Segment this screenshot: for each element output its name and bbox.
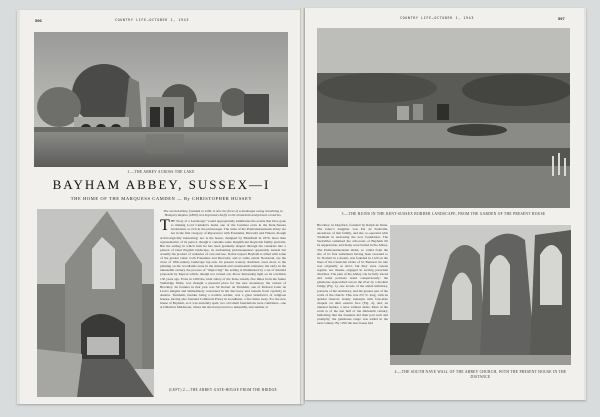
article-standfirst: The second abbey, founded in 1200, is now the focus of a landscape owing something to Humphry Repton (1800), but improved chiefly in the nineteenth and present centuries. — [163, 209, 283, 218]
left-page — [17, 10, 303, 404]
running-head-right: COUNTRY LIFE—OCTOBER 1, 1943 — [400, 16, 474, 20]
border-landscape-image — [317, 28, 570, 208]
right-page — [305, 8, 586, 400]
gatehouse-image — [37, 209, 154, 397]
magazine-spread — [17, 8, 584, 404]
figure-3-photo — [317, 28, 570, 208]
abbey-across-lake-image — [34, 32, 288, 167]
page-number-left: 596 — [35, 18, 42, 23]
figure-2-caption: (LEFT) 2.—THE ABBEY GATE-HOUSE FROM THE BRIDGE — [168, 388, 278, 392]
figure-4-photo — [390, 225, 571, 365]
running-head-left: COUNTRY LIFE—OCTOBER 1, 1943 — [115, 18, 189, 22]
figure-4-caption: 4.—THE SOUTH NAVE WALL OF THE ABBEY CHURCH, WITH THE PRESENT HOUSE IN THE DISTANCE — [394, 370, 567, 379]
figure-1-photo — [34, 32, 288, 167]
figure-1-caption: 1.—THE ABBEY ACROSS THE LAKE — [127, 170, 195, 174]
figure-3-caption: 3.—THE RUINS IN THE KENT-SUSSEX BORDER LANDSCAPE, FROM THE GARDEN OF THE PRESENT HOUSE — [341, 212, 546, 216]
article-title: BAYHAM ABBEY, SUSSEX—I — [52, 177, 271, 192]
article-body-left: HE Story of a Landscape” would appropriately summarise the events that have gone to making Lord Camden’s home one of the loveliest even in the Kent-Sussex borderland, so rich in the picturesque. The ruins of the Premonstratensian abbey are not in the first category of importance with Fountains, Rievaulx and Tintern, though archæologically interesting; nor is the house, designed by Blomfield in 1870, more than representative of its period, though it contains some magnificent Reynolds family portraits. But the setting in which both lie has been gradually shaped through the centuries into a pattern of ideal English landscape, its enchanting picturesqueness apparently natural but actually the product of centuries of care and use. In that respect Bayham is allied with some of the greater ruins: both Fountains and Rievaulx, and to some extent Newstead, are the close of 18th-century landscape lay-outs. Its present scenery doubtless owes more to the planting on the woodlands done in the sixteenth and seventeenth centuries; but early in the nineteenth century the process of “improving” the setting is illuminated by a set of detailed proposals by Repton which, though not carried out, throw interesting light on its condition 150 years ago. Even in 1200 the wide valley of the Teise stream, five miles from the future Tunbridge Wells, was thought a pleasant place for the new monastery, the canons of Brockley. Its founder in that year was Sir Robert de Turnham, one of Richard Cœur de Lion’s knights and immediately concerned in his discovery and ransom from captivity in Austria. Turnham, besides being a notable soldier, was a great benefactor of religious houses, having also founded Combwell Priory in Goudhurst, a few miles away. For the new house of Bayham, as it was anciently spelt, two old small foundations were combined—one at Otham in Maidstone, where the site had proved too unhealthy, and another at — [160, 219, 286, 310]
article-subtitle: THE HOME OF THE MARQUESS CAMDEN — By CHRISTOPHER HUSSEY — [70, 196, 253, 201]
figure-2-photo — [37, 209, 154, 397]
drop-cap: T — [160, 217, 170, 235]
article-column-2 — [317, 223, 388, 400]
article-body-right: Brockley, in Deptford, founded by Ralph de Dene. The latter’s daughter was Ela de Sackville, ancestress of that family, and she co-operated with Turnham in endowing the new foundation. The Sackvilles remained the advocates of Bayham till its suppression, and many were buried in the Abbey. The Premonstratensian Order, so called from the site of its first settlement having been revealed to St. Norbert in a dream, was founded in 1120 on the lines of the Cistercian Order of St. Bernard. Its rule was originally as strict, but they were canons regular, not monks, engaged in serving parochial churches. The plan of the Abbey can be fully traced and some portions stand conspicuously: the gatehouse approached across the river by a modern bridge (Fig. 1), one arcade of the aisled infirmary, portions of the dormitory, and the greater part of the walls of the church. This was 257 ft. long, with an apsidal chancel, stately transepts with four-aisle chapels on their eastern face (Fig. 4), and, an unusual feature, a nave without aisles. Most of the work is of the last half of the thirteenth century, indicating that the founders did their part well and promptly; the gatehouse range was added in the next century. By 1250 the new house had — [317, 223, 388, 326]
south-nave-wall-image — [390, 225, 571, 365]
page-number-right: 597 — [558, 16, 565, 21]
article-column-1 — [160, 209, 286, 384]
